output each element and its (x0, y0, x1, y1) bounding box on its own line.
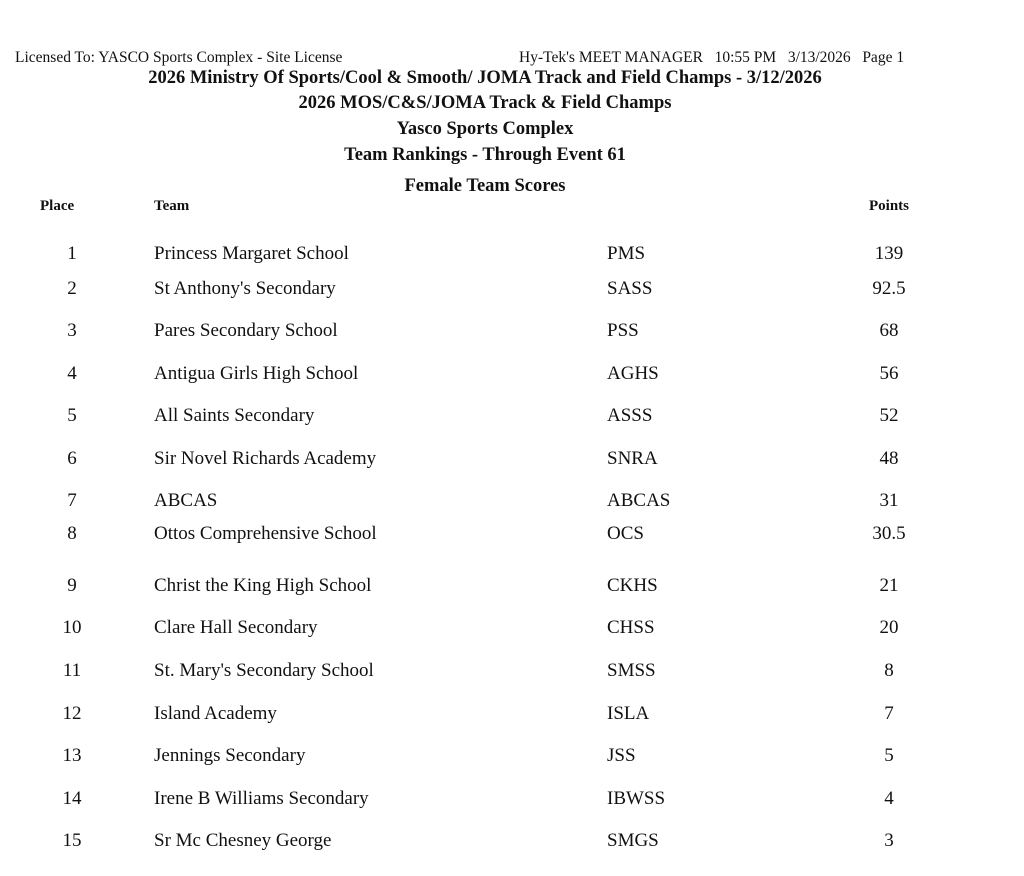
abbr-cell: OCS (607, 523, 644, 544)
team-column-header: Team (154, 198, 190, 214)
place-cell: 14 (62, 788, 82, 809)
table-row (0, 490, 1024, 516)
table-row (0, 448, 1024, 474)
abbr-cell: CKHS (607, 575, 658, 596)
report-date: 3/13/2026 (787, 49, 851, 66)
place-cell: 3 (67, 320, 77, 341)
place-cell: 2 (67, 278, 77, 299)
team-cell: All Saints Secondary (154, 405, 315, 426)
team-cell: Sir Novel Richards Academy (154, 448, 377, 469)
team-cell: Christ the King High School (154, 575, 372, 596)
points-cell: 30.5 (872, 523, 906, 544)
place-cell: 8 (67, 523, 77, 544)
table-row (0, 363, 1024, 389)
team-cell: Irene B Williams Secondary (154, 788, 369, 809)
abbr-cell: SASS (607, 278, 653, 299)
abbr-cell: SNRA (607, 448, 658, 469)
table-row (0, 830, 1024, 856)
points-cell: 31 (879, 490, 899, 511)
meet-short-title: 2026 MOS/C&S/JOMA Track & Field Champs (298, 93, 672, 113)
table-row (0, 703, 1024, 729)
table-row (0, 405, 1024, 431)
table-row (0, 243, 1024, 269)
points-cell: 48 (879, 448, 899, 469)
table-row (0, 788, 1024, 814)
report-meta (519, 49, 904, 67)
points-cell: 21 (879, 575, 899, 596)
abbr-cell: CHSS (607, 617, 655, 638)
points-column-header: Points (869, 198, 910, 214)
abbr-cell: SMSS (607, 660, 656, 681)
rankings-title: Team Rankings - Through Event 61 (344, 145, 626, 165)
team-cell: St Anthony's Secondary (154, 278, 336, 299)
meet-title: 2026 Ministry Of Sports/Cool & Smooth/ JOMA Track and Field Champs - 3/12/2026 (148, 68, 822, 88)
team-cell: Sr Mc Chesney George (154, 830, 332, 851)
team-cell: St. Mary's Secondary School (154, 660, 374, 681)
place-column-header: Place (40, 198, 75, 214)
points-cell: 92.5 (872, 278, 906, 299)
points-cell: 4 (884, 788, 894, 809)
team-cell: Clare Hall Secondary (154, 617, 318, 638)
points-cell: 20 (879, 617, 899, 638)
place-cell: 11 (62, 660, 82, 681)
place-cell: 4 (67, 363, 77, 384)
points-cell: 139 (874, 243, 904, 264)
team-cell: Antigua Girls High School (154, 363, 359, 384)
points-cell: 68 (879, 320, 899, 341)
team-cell: Princess Margaret School (154, 243, 349, 264)
place-cell: 15 (62, 830, 82, 851)
table-row (0, 575, 1024, 601)
points-cell: 5 (884, 745, 894, 766)
table-row (0, 745, 1024, 771)
place-cell: 12 (62, 703, 82, 724)
abbr-cell: AGHS (607, 363, 659, 384)
table-row (0, 660, 1024, 686)
abbr-cell: PSS (607, 320, 639, 341)
place-cell: 6 (67, 448, 77, 469)
points-cell: 52 (879, 405, 899, 426)
place-cell: 5 (67, 405, 77, 426)
license-text: Licensed To: YASCO Sports Complex - Site License (15, 49, 343, 66)
table-row (0, 278, 1024, 304)
report-time: 10:55 PM (714, 49, 777, 66)
abbr-cell: ABCAS (607, 490, 671, 511)
abbr-cell: SMGS (607, 830, 659, 851)
points-cell: 7 (884, 703, 894, 724)
page-number: Page 1 (862, 49, 905, 66)
points-cell: 8 (884, 660, 894, 681)
table-row (0, 617, 1024, 643)
abbr-cell: PMS (607, 243, 646, 264)
abbr-cell: ASSS (607, 405, 653, 426)
abbr-cell: ISLA (607, 703, 650, 724)
table-row (0, 523, 1024, 549)
place-cell: 10 (62, 617, 82, 638)
place-cell: 1 (67, 243, 77, 264)
table-row (0, 320, 1024, 346)
abbr-cell: JSS (607, 745, 636, 766)
place-cell: 13 (62, 745, 82, 766)
section-title: Female Team Scores (404, 176, 566, 196)
team-cell: Jennings Secondary (154, 745, 306, 766)
venue-title: Yasco Sports Complex (396, 119, 574, 139)
software-name: Hy-Tek's MEET MANAGER (519, 49, 703, 66)
team-cell: Ottos Comprehensive School (154, 523, 377, 544)
team-cell: ABCAS (154, 490, 218, 511)
points-cell: 3 (884, 830, 894, 851)
team-cell: Island Academy (154, 703, 277, 724)
place-cell: 7 (67, 490, 77, 511)
team-cell: Pares Secondary School (154, 320, 338, 341)
points-cell: 56 (879, 363, 899, 384)
abbr-cell: IBWSS (607, 788, 666, 809)
place-cell: 9 (67, 575, 77, 596)
